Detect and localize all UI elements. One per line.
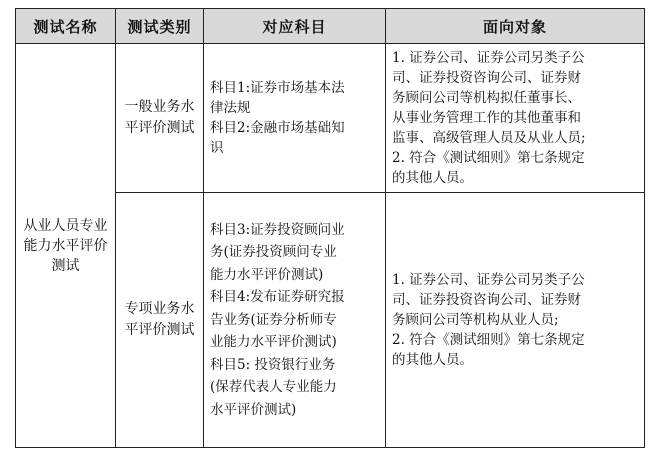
header-subjects: 对应科目 [204,9,386,44]
audience-line: 1. 证券公司、证券公司另类子公 [392,272,585,288]
header-test-category: 测试类别 [116,9,204,44]
subjects-cell-general [204,44,386,193]
subject-line: 告业务(证券分析师专 [210,311,337,328]
subjects-cell-special [204,193,386,448]
subject-line: 科目2:金融市场基础知 [210,120,345,136]
subject-line: (保荐代表人专业能力 [210,379,337,396]
category-text-general: 一般业务水平评价测试 [124,99,195,136]
subject-line: 科目3:证券投资顾问业 [210,221,345,238]
subject-line: 识 [210,140,224,156]
audience-line: 务顾问公司等机构拟任董事长、 [392,90,581,106]
audience-line: 的其他人员。 [392,170,473,186]
audience-line: 2. 符合《测试细则》第七条规定 [392,332,585,348]
test-name-cell [16,44,116,448]
audience-cell-special [386,193,645,448]
header-row [16,9,645,44]
subject-line: 水平评价测试) [210,401,297,418]
audience-line: 司、证券投资咨询公司、证券财 [392,292,581,308]
subject-line: 业能力水平评价测试) [210,334,337,351]
audience-line: 司、证券投资咨询公司、证券财 [392,70,581,86]
subject-line: 能力水平评价测试) [210,266,324,283]
category-cell-special [116,193,204,448]
header-audience: 面向对象 [386,9,645,44]
exam-table [15,8,645,448]
audience-line: 2. 符合《测试细则》第七条规定 [392,150,585,166]
subject-line: 律法规 [210,100,251,116]
header-test-name: 测试名称 [16,9,116,44]
subject-line: 务(证券投资顾问专业 [210,244,337,261]
category-text-special: 专项业务水平评价测试 [124,301,195,338]
audience-line: 从事业务管理工作的其他董事和 [392,110,581,126]
category-cell-general [116,44,204,193]
audience-cell-general [386,44,645,193]
subject-line: 科目4:发布证券研究报 [210,289,345,306]
audience-line: 的其他人员。 [392,352,473,368]
subject-line: 科目5: 投资银行业务 [210,356,336,373]
audience-line: 1. 证券公司、证券公司另类子公 [392,50,585,66]
audience-line: 监事、高级管理人员及从业人员; [392,130,586,146]
subject-line: 科目1:证券市场基本法 [210,80,345,96]
audience-line: 务顾问公司等机构从业人员; [392,312,559,328]
test-name-text: 从业人员专业能力水平评价测试 [23,217,108,274]
table-row-general [16,44,645,193]
